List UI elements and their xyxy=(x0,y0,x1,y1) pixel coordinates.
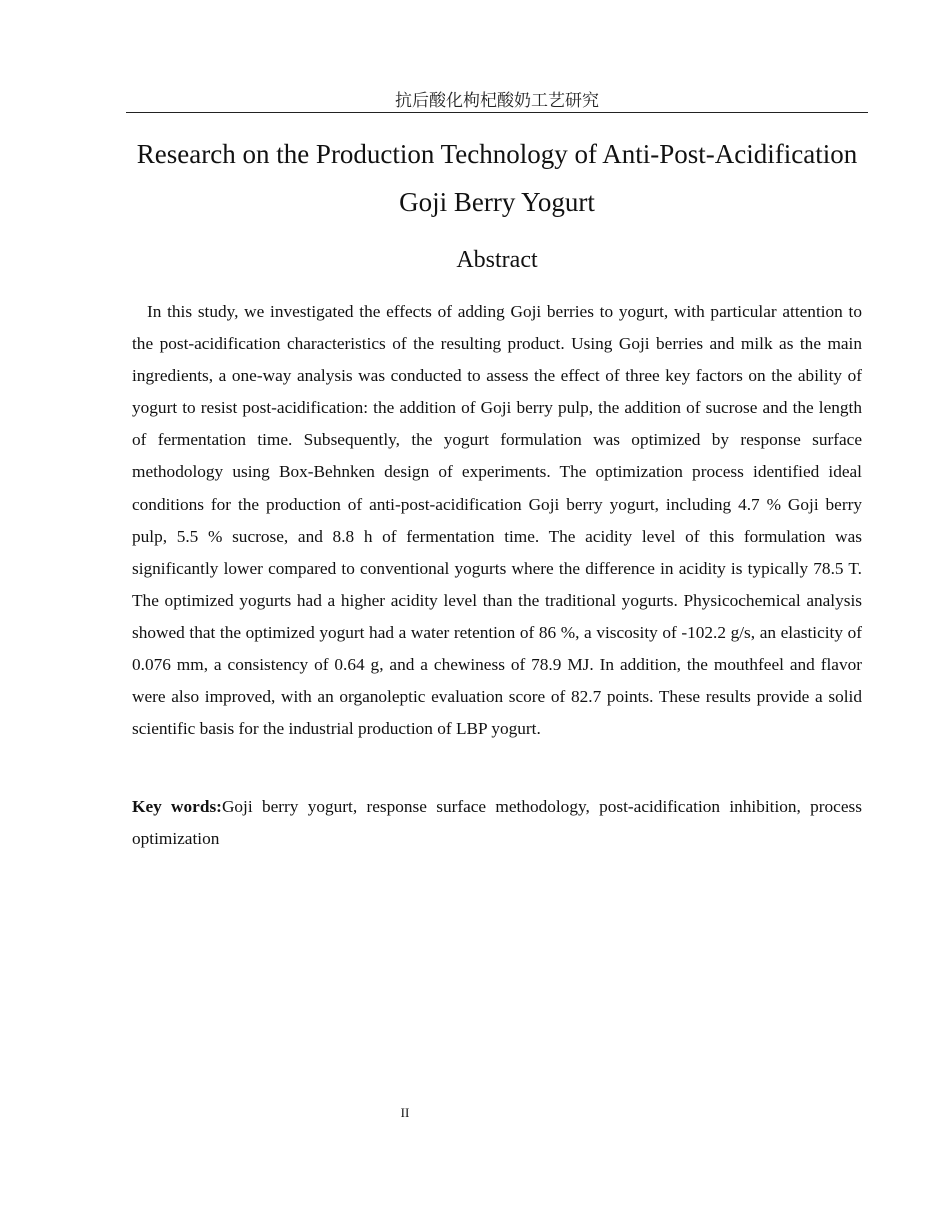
running-header: 抗后酸化枸杞酸奶工艺研究 xyxy=(395,91,599,111)
page-number: II xyxy=(400,1105,410,1120)
keywords-text: Goji berry yogurt, response surface methodology, post-acidification inhibition, process optimization xyxy=(132,797,862,848)
abstract-heading: Abstract xyxy=(456,247,538,273)
header-rule xyxy=(126,112,868,113)
abstract-body: In this study, we investigated the effects of adding Goji berries to yogurt, with particular attention to the post-acidification characteristics of the resulting product. Using Goji berries and milk as the main ingredients, a one-way analysis was conducted to assess the effect of three key factors on the ability of yogurt to resist post-acidification: the addition of Goji berry pulp, the addition of sucrose and the length of fermentation time. Subsequently, the yogurt formulation was optimized by response surface methodology using Box-Behnken design of experiments. The optimization process identified ideal conditions for the production of anti-post-acidification Goji berry yogurt, including 4.7 % Goji berry pulp, 5.5 % sucrose, and 8.8 h of fermentation time. The acidity level of this formulation was significantly lower compared to conventional yogurts where the difference in acidity is typically 78.5 T. The optimized yogurts had a higher acidity level than the traditional yogurts. Physicochemical analysis showed that the optimized yogurt had a water retention of 86 %, a viscosity of -102.2 g/s, an elasticity of 0.076 mm, a consistency of 0.64 g, and a chewiness of 78.9 MJ. In addition, the mouthfeel and flavor were also improved, with an organoleptic evaluation score of 82.7 points. These results provide a solid scientific basis for the industrial production of LBP yogurt. xyxy=(132,302,862,739)
keywords-paragraph xyxy=(132,791,862,855)
keywords-label: Key words: xyxy=(132,797,222,816)
document-title: Research on the Production Technology of Anti-Post-Acidification Goji Berry Yogurt xyxy=(136,139,858,217)
